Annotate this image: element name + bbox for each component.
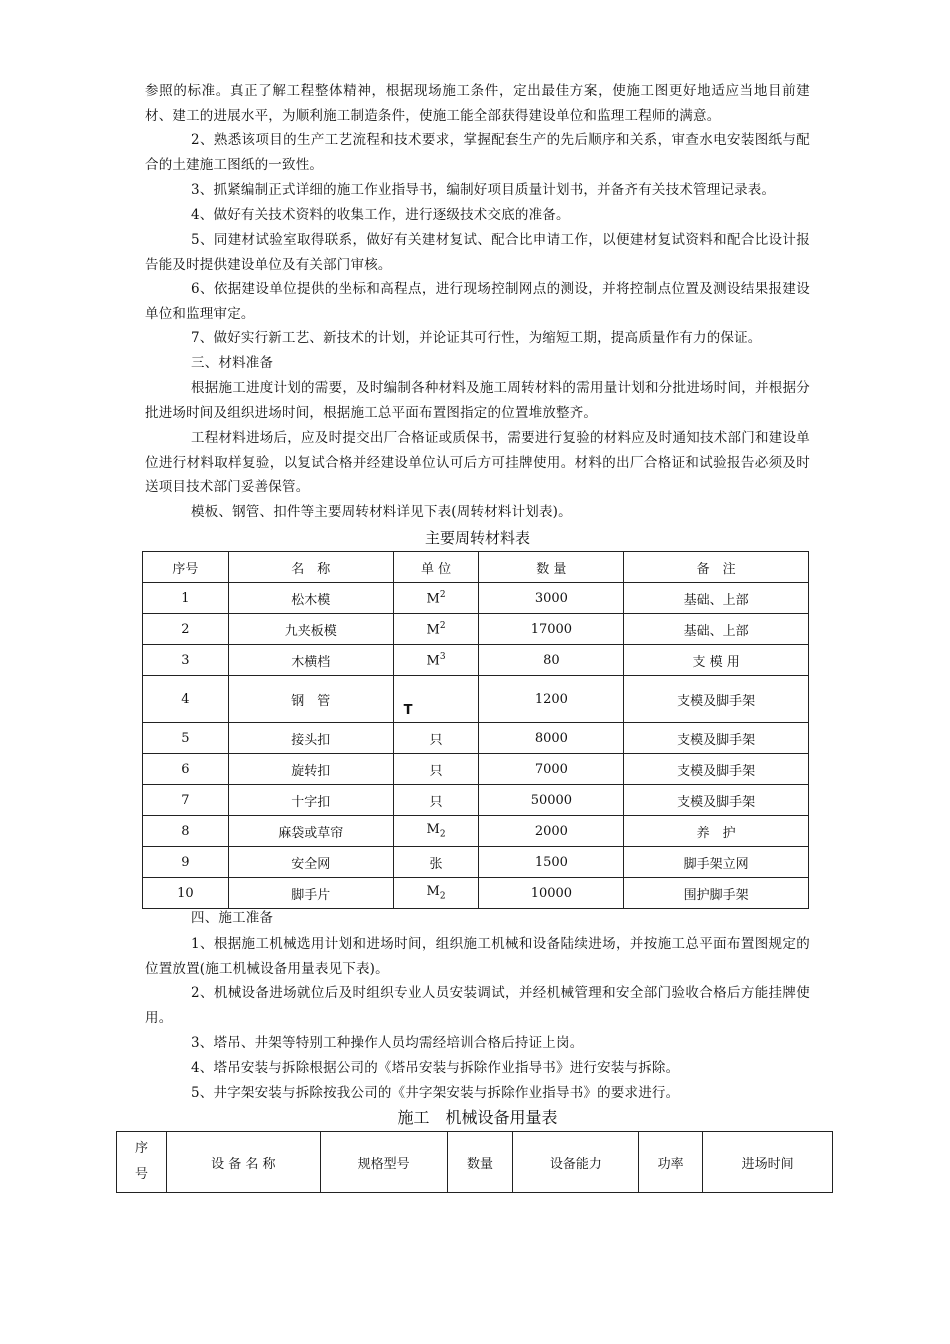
row-unit [393,645,479,676]
row-note: 围护脚手架 [624,878,809,909]
header-no-stack [135,1136,148,1188]
unit-text: M [426,822,440,838]
row-unit [393,816,479,847]
row-name: 钢 管 [228,676,393,723]
row-note: 支模及脚手架 [624,723,809,754]
paragraph-prep-3: 3、塔吊、井架等特别工种操作人员均需经培训合格后持证上岗。 [191,1035,584,1051]
row-name: 松木模 [228,583,393,614]
row-unit [393,614,479,645]
unit-text: M [426,622,440,638]
row-qty: 17000 [479,614,624,645]
row-qty: 1500 [479,847,624,878]
unit-superscript: 3 [439,651,446,662]
row-name: 木横档 [228,645,393,676]
row-unit [393,676,479,723]
row-unit: 只 [393,723,479,754]
row-qty: 2000 [479,816,624,847]
header-capacity: 设备能力 [513,1132,639,1193]
paragraph-prep-2: 2、机械设备进场就位后及时组织专业人员安装调试，并经机械管理和安全部门验收合格后方能挂牌使用。 [145,985,810,1026]
table-row [143,614,809,645]
unit-text: M [426,653,440,669]
row-name: 九夹板模 [228,614,393,645]
paragraph-item-6: 6、依据建设单位提供的坐标和高程点，进行现场控制网点的测设，并将控制点位置及测设结果报建设单位和监理审定。 [145,281,810,322]
header-note: 备 注 [624,552,809,583]
header-qty: 数 量 [479,552,624,583]
header-no-line2: 号 [134,1167,148,1182]
header-power: 功率 [639,1132,703,1193]
row-qty: 7000 [479,754,624,785]
table-row [143,583,809,614]
header-name: 名 称 [228,552,393,583]
unit-superscript: 2 [439,589,446,600]
unit-subscript: 2 [439,891,446,902]
row-no: 7 [143,785,229,816]
header-qty: 数量 [447,1132,513,1193]
section-heading-materials: 三、材料准备 [191,355,274,371]
materials-table [142,551,809,909]
row-no: 5 [143,723,229,754]
row-note: 脚手架立网 [624,847,809,878]
header-model: 规格型号 [320,1132,447,1193]
equipment-header-row [117,1132,833,1193]
row-name: 脚手片 [228,878,393,909]
row-no: 1 [143,583,229,614]
row-name: 麻袋或草帘 [228,816,393,847]
paragraph-prep-1: 1、根据施工机械选用计划和进场时间，组织施工机械和设备陆续进场，并按施工总平面布置图规定的位置放置(施工机械设备用量表见下表)。 [145,936,810,977]
row-no: 2 [143,614,229,645]
unit-superscript: 2 [439,620,446,631]
row-unit [393,878,479,909]
unit-text: M [426,884,440,900]
header-no-line1: 序 [134,1141,148,1156]
row-unit: 只 [393,754,479,785]
table-row [143,816,809,847]
row-note: 支模及脚手架 [624,676,809,723]
row-note: 支模及脚手架 [624,754,809,785]
row-no: 8 [143,816,229,847]
row-unit: 只 [393,785,479,816]
table-row [143,754,809,785]
row-name: 旋转扣 [228,754,393,785]
header-no: 序号 [143,552,229,583]
row-name: 十字扣 [228,785,393,816]
materials-header-row [143,552,809,583]
row-unit: 张 [393,847,479,878]
row-unit [393,583,479,614]
materials-table-title: 主要周转材料表 [424,529,530,547]
row-no: 3 [143,645,229,676]
row-no: 6 [143,754,229,785]
header-entry-time: 进场时间 [703,1132,833,1193]
paragraph-prep-5: 5、井字架安装与拆除按我公司的《井字架安装与拆除作业指导书》的要求进行。 [191,1085,680,1101]
unit-text: M [426,591,440,607]
table-row [143,785,809,816]
unit-subscript: 2 [439,829,446,840]
row-qty: 8000 [479,723,624,754]
table-row [143,847,809,878]
row-name: 安全网 [228,847,393,878]
paragraph-materials-plan: 根据施工进度计划的需要，及时编制各种材料及施工周转材料的需用量计划和分批进场时间，并根据分批进场时间及组织进场时间，根据施工总平面布置图指定的位置堆放整齐。 [145,380,810,421]
paragraph-item-7: 7、做好实行新工艺、新技术的计划，并论证其可行性，为缩短工期，提高质量作有力的保证。 [191,330,762,346]
row-note: 基础、上部 [624,614,809,645]
section-heading-construction: 四、施工准备 [191,910,274,926]
table-row [143,645,809,676]
table-row [143,676,809,723]
paragraph-materials-entry: 工程材料进场后，应及时提交出厂合格证或质保书，需要进行复验的材料应及时通知技术部门和建设单位进行材料取样复验，以复试合格并经建设单位认可后方可挂牌使用。材料的出厂合格证和试验报告必须及时送项目技术部门妥善保管。 [145,430,810,495]
paragraph-item-2: 2、熟悉该项目的生产工艺流程和技术要求，掌握配套生产的先后顺序和关系，审查水电安装图纸与配合的土建施工图纸的一致性。 [145,132,810,173]
paragraph-prep-4: 4、塔吊安装与拆除根据公司的《塔吊安装与拆除作业指导书》进行安装与拆除。 [191,1060,680,1076]
row-note: 支 模 用 [624,645,809,676]
paragraph-materials-reference: 模板、钢管、扣件等主要周转材料详见下表(周转材料计划表)。 [191,504,572,520]
row-name: 接头扣 [228,723,393,754]
table-row [143,878,809,909]
row-note: 支模及脚手架 [624,785,809,816]
row-no: 9 [143,847,229,878]
table-row [143,723,809,754]
row-note: 基础、上部 [624,583,809,614]
row-qty: 50000 [479,785,624,816]
header-equipment-name: 设 备 名 称 [166,1132,320,1193]
row-no: 10 [143,878,229,909]
paragraph-item-4: 4、做好有关技术资料的收集工作，进行逐级技术交底的准备。 [191,207,570,223]
row-note: 养 护 [624,816,809,847]
header-no [117,1132,167,1193]
equipment-table-title: 施工 机械设备用量表 [397,1108,558,1127]
unit-text: T [403,703,413,718]
equipment-table [116,1131,833,1193]
paragraph-item-3: 3、抓紧编制正式详细的施工作业指导书，编制好项目质量计划书，并备齐有关技术管理记录表。 [191,182,776,198]
paragraph-standards: 参照的标准。真正了解工程整体精神，根据现场施工条件，定出最佳方案，使施工图更好地适应当地目前建材、建工的进展水平，为顺利施工制造条件，使施工能全部获得建设单位和监理工程师的满意。 [145,83,810,124]
row-qty: 10000 [479,878,624,909]
row-qty: 1200 [479,676,624,723]
row-no: 4 [143,676,229,723]
header-unit: 单 位 [393,552,479,583]
paragraph-item-5: 5、同建材试验室取得联系，做好有关建材复试、配合比申请工作，以便建材复试资料和配合比设计报告能及时提供建设单位及有关部门审核。 [145,232,810,273]
row-qty: 80 [479,645,624,676]
row-qty: 3000 [479,583,624,614]
